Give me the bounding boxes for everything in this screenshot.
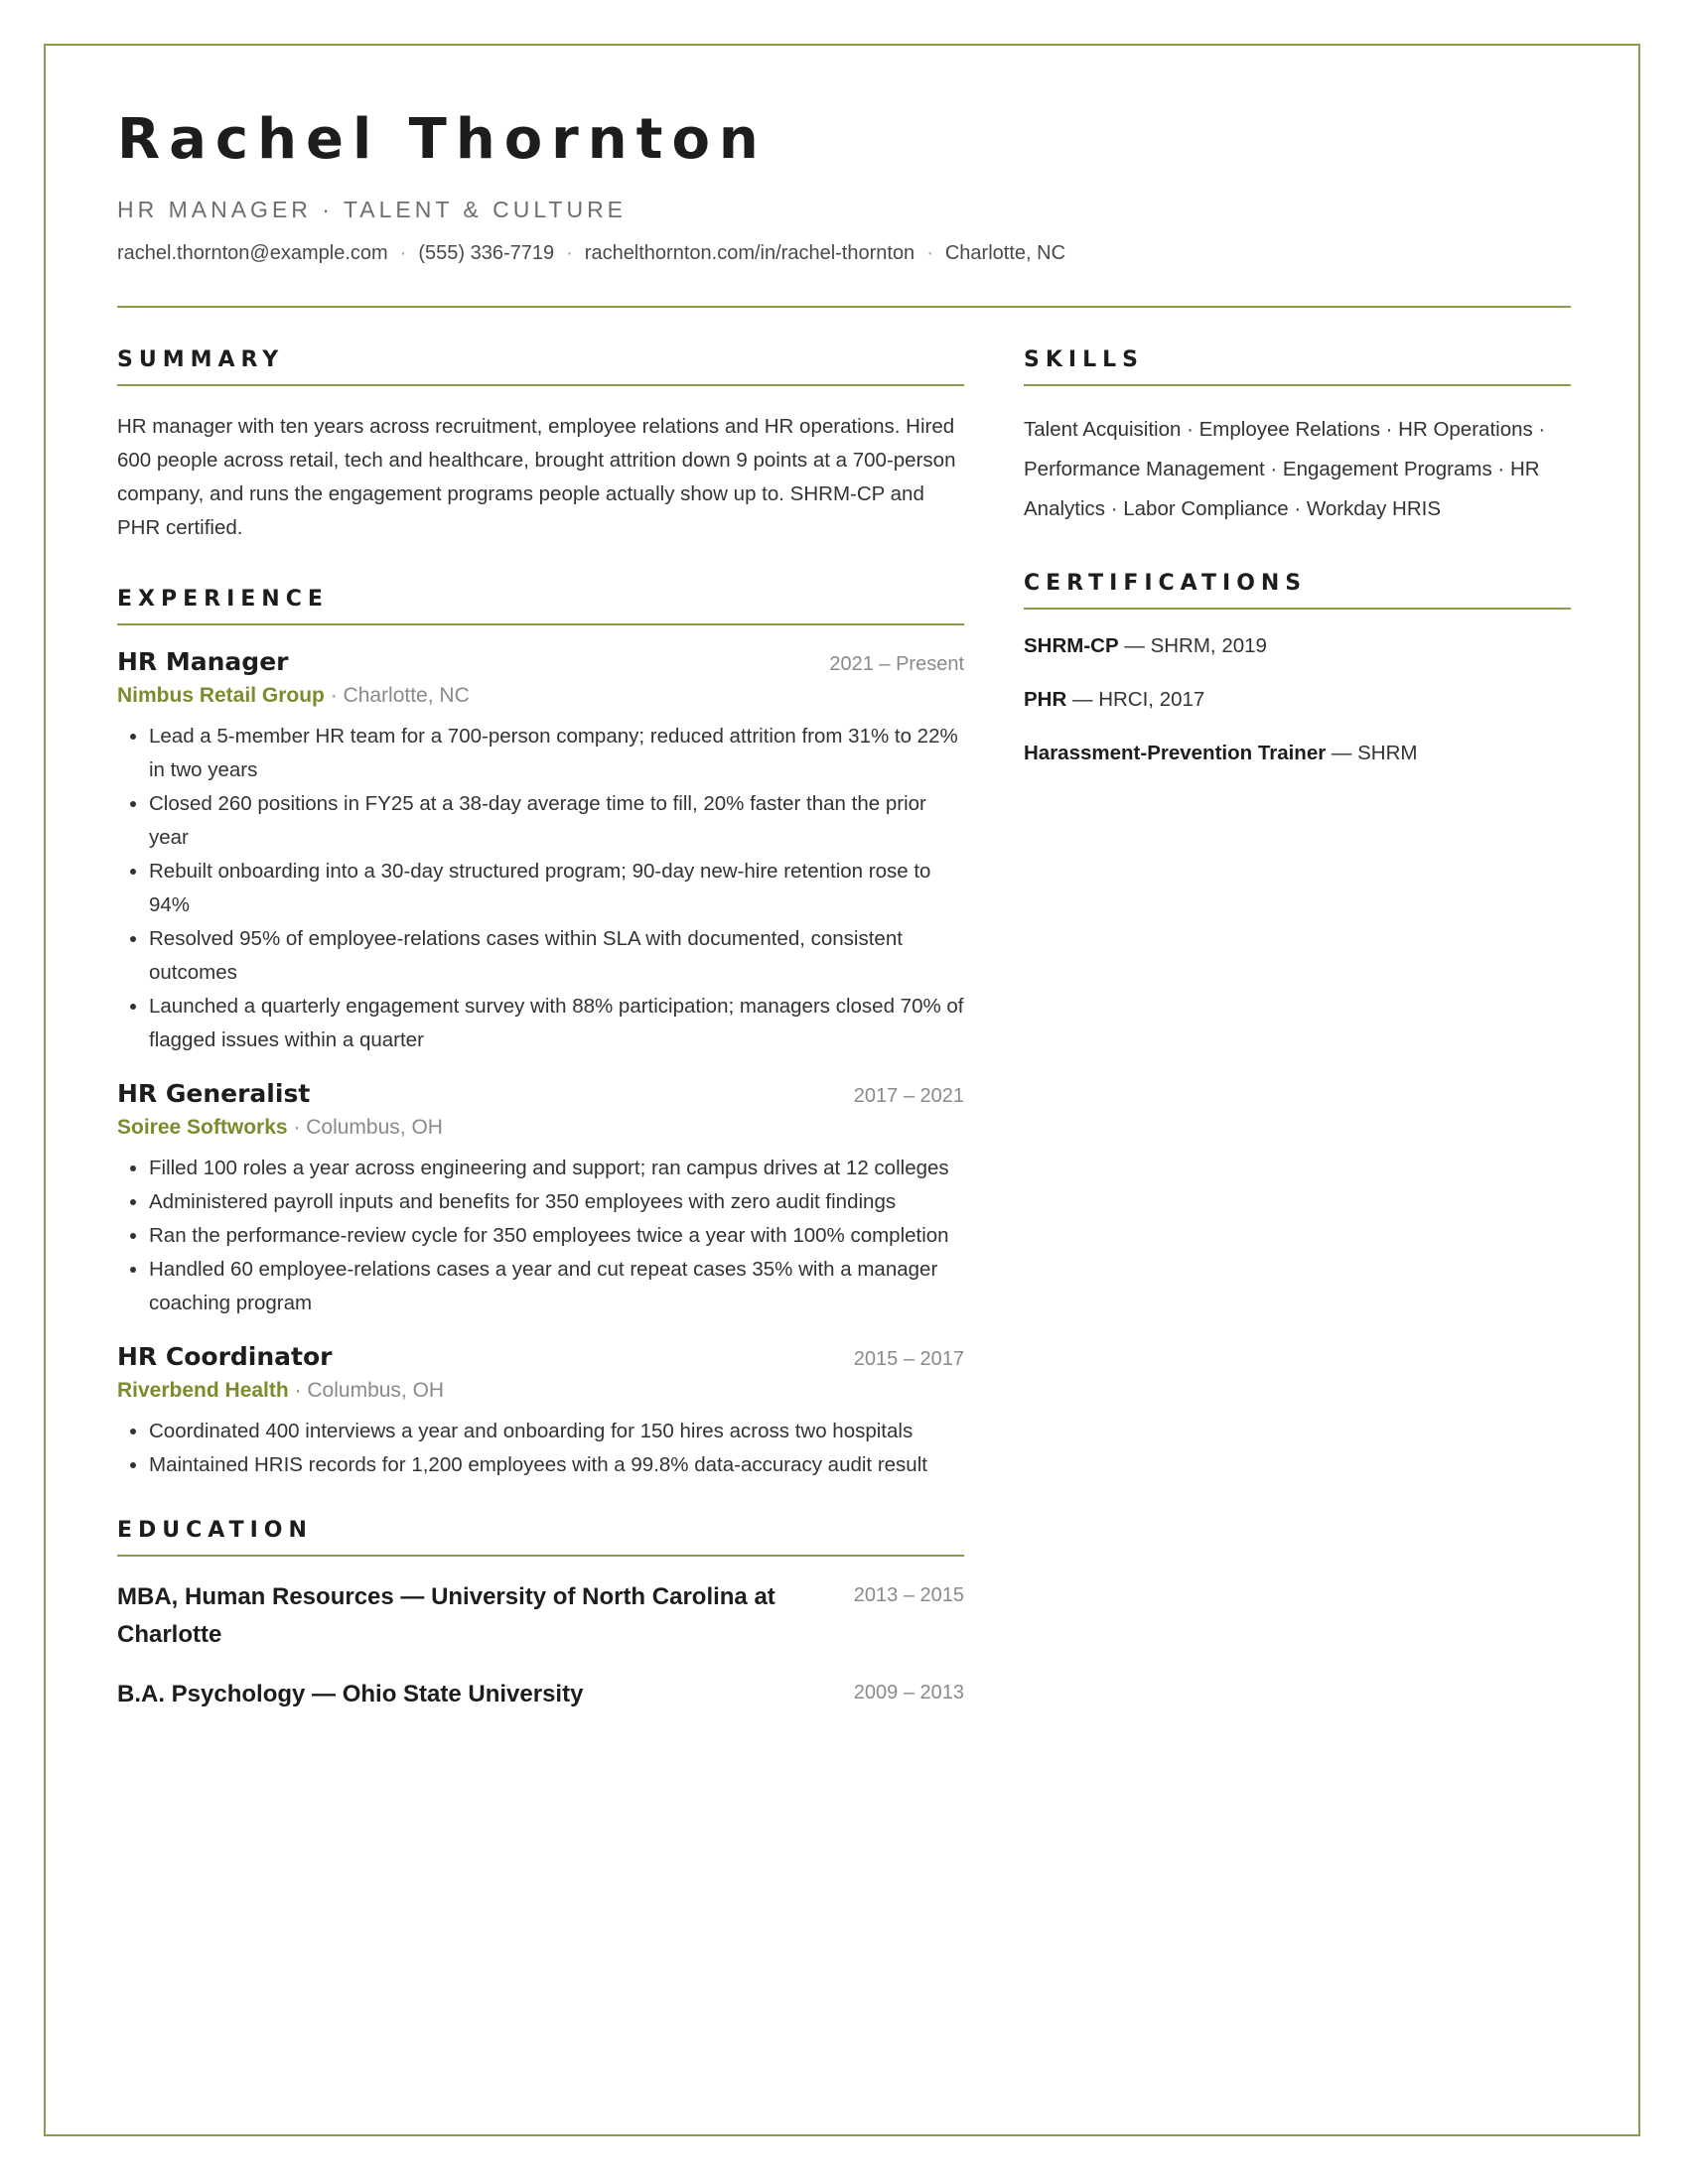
- job-bullet: • Filled 100 roles a year across engineering and support; ran campus drives at 12 colleges: [149, 1152, 964, 1185]
- certification-detail: — SHRM: [1326, 742, 1418, 764]
- certification-detail: — HRCI, 2017: [1066, 688, 1205, 711]
- job-bullet: • Administered payroll inputs and benefits for 350 employees with zero audit findings: [149, 1185, 964, 1219]
- job-company: Riverbend Health: [117, 1379, 289, 1402]
- education-entry: [117, 1676, 964, 1713]
- job-company: Nimbus Retail Group: [117, 684, 325, 707]
- education-dates: 2009 – 2013: [853, 1682, 964, 1704]
- contact-website[interactable]: rachelthornton.com/in/rachel-thornton: [584, 242, 915, 264]
- summary-heading: SUMMARY: [117, 347, 964, 386]
- skills-text: Talent Acquisition · Employee Relations · HR Operations · Performance Management · Engagement Programs · HR Analytics · Labor Compliance · Workday HRIS: [1024, 418, 1546, 520]
- education-entry: [117, 1578, 964, 1654]
- experience-heading: EXPERIENCE: [117, 587, 964, 625]
- job-entry: [117, 1342, 964, 1482]
- contact-line: [117, 242, 1065, 265]
- certification-item: [1024, 683, 1571, 717]
- job-dates: 2015 – 2017: [853, 1348, 964, 1370]
- job-role: HR Generalist: [117, 1079, 311, 1108]
- certification-item: [1024, 737, 1571, 770]
- contact-email[interactable]: rachel.thornton@example.com: [117, 242, 388, 264]
- certifications-heading: CERTIFICATIONS: [1024, 571, 1571, 610]
- contact-location: Charlotte, NC: [944, 242, 1066, 264]
- job-location: · Charlotte, NC: [330, 684, 470, 707]
- contact-phone[interactable]: (555) 336-7719: [418, 242, 555, 264]
- job-entry: [117, 647, 964, 1057]
- certification-name: SHRM-CP: [1024, 634, 1119, 657]
- job-bullet: • Resolved 95% of employee-relations cases within SLA with documented, consistent outcomes: [149, 922, 964, 990]
- job-bullet: • Coordinated 400 interviews a year and onboarding for 150 hires across two hospitals: [149, 1415, 964, 1448]
- contact-separator: ·: [566, 242, 573, 264]
- job-bullet: • Handled 60 employee-relations cases a year and cut repeat cases 35% with a manager coaching program: [149, 1253, 964, 1320]
- certification-name: Harassment-Prevention Trainer: [1024, 742, 1327, 764]
- sidebar-column: [1024, 347, 1571, 770]
- main-column: [117, 347, 964, 1713]
- job-location: · Columbus, OH: [293, 1116, 443, 1139]
- candidate-name: Rachel Thornton: [117, 107, 768, 172]
- certification-name: PHR: [1024, 688, 1067, 711]
- job-company: Soiree Softworks: [117, 1116, 288, 1139]
- job-bullet: • Closed 260 positions in FY25 at a 38-day average time to fill, 20% faster than the prior year: [149, 787, 964, 855]
- education-degree: MBA, Human Resources — University of North Carolina at Charlotte: [117, 1583, 775, 1648]
- contact-separator: ·: [399, 242, 407, 264]
- skills-heading: SKILLS: [1024, 347, 1571, 386]
- job-dates: 2021 – Present: [829, 653, 964, 675]
- job-location: · Columbus, OH: [294, 1379, 445, 1402]
- header-divider: [117, 306, 1571, 308]
- summary-text: HR manager with ten years across recruitment, employee relations and HR operations. Hired 600 people across retail, tech and healthcare, brought attrition down 9 points at a 700-person company, and runs the engagement programs people actually show up to. SHRM-CP and PHR certified.: [117, 415, 956, 539]
- job-bullet: • Launched a quarterly engagement survey with 88% participation; managers closed 70% of flagged issues within a quarter: [149, 990, 964, 1057]
- job-entry: [117, 1079, 964, 1320]
- job-role: HR Manager: [117, 647, 289, 676]
- job-title: HR MANAGER · TALENT & CULTURE: [117, 197, 628, 222]
- certification-item: [1024, 629, 1571, 663]
- certification-detail: — SHRM, 2019: [1118, 634, 1267, 657]
- education-heading: EDUCATION: [117, 1518, 964, 1557]
- job-bullet: • Rebuilt onboarding into a 30-day structured program; 90-day new-hire retention rose to 94%: [149, 855, 964, 922]
- job-bullet: • Maintained HRIS records for 1,200 employees with a 99.8% data-accuracy audit result: [149, 1448, 964, 1482]
- job-role: HR Coordinator: [117, 1342, 333, 1371]
- job-bullet: • Ran the performance-review cycle for 350 employees twice a year with 100% completion: [149, 1219, 964, 1253]
- job-bullets: [117, 1152, 964, 1320]
- education-dates: 2013 – 2015: [853, 1584, 964, 1606]
- job-dates: 2017 – 2021: [853, 1085, 964, 1107]
- job-bullets: [117, 1415, 964, 1482]
- education-degree: B.A. Psychology — Ohio State University: [117, 1681, 584, 1707]
- contact-separator: ·: [926, 242, 933, 264]
- job-bullet: • Lead a 5-member HR team for a 700-person company; reduced attrition from 31% to 22% in two years: [149, 720, 964, 787]
- job-bullets: [117, 720, 964, 1057]
